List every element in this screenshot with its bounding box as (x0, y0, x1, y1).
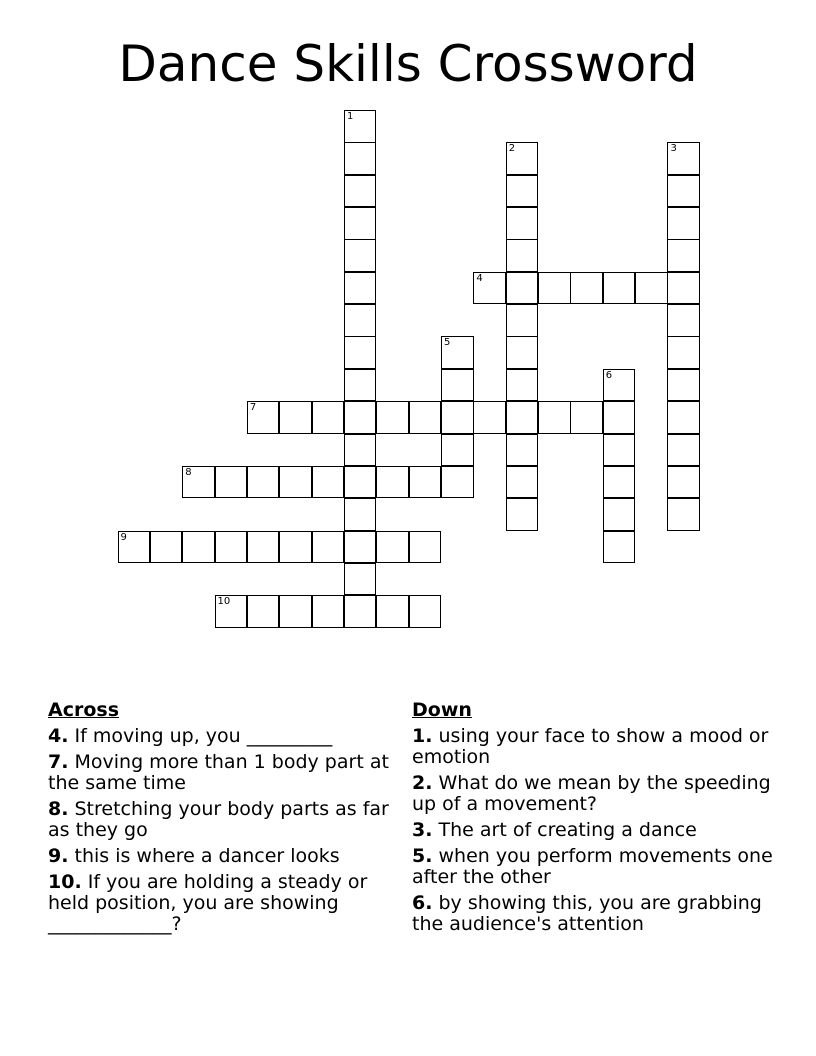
clue-number: 10. (48, 871, 82, 893)
down-clues (412, 700, 782, 940)
grid-cell[interactable] (667, 239, 700, 272)
grid-cell[interactable] (473, 272, 506, 305)
down-heading: Down (412, 699, 472, 721)
grid-cell[interactable] (667, 207, 700, 240)
grid-cell[interactable] (667, 466, 700, 499)
grid-cell[interactable] (215, 595, 248, 628)
grid-cell[interactable] (118, 531, 151, 564)
down-clue (412, 846, 782, 888)
grid-cell[interactable] (247, 595, 280, 628)
grid-cell[interactable] (506, 142, 539, 175)
grid-cell[interactable] (667, 401, 700, 434)
grid-cell[interactable] (441, 336, 474, 369)
grid-cell[interactable] (506, 401, 539, 434)
clue-number: 6. (412, 892, 433, 914)
grid-cell[interactable] (409, 466, 442, 499)
across-clue (48, 872, 403, 935)
grid-cell[interactable] (312, 401, 345, 434)
grid-cell[interactable] (312, 531, 345, 564)
cell-number: 3 (670, 143, 677, 155)
grid-cell[interactable] (441, 401, 474, 434)
grid-cell[interactable] (409, 531, 442, 564)
grid-cell[interactable] (344, 272, 377, 305)
grid-cell[interactable] (344, 466, 377, 499)
clue-text: when you perform movements one after the other (412, 845, 773, 888)
grid-cell[interactable] (247, 466, 280, 499)
clue-number: 9. (48, 845, 69, 867)
grid-cell[interactable] (409, 595, 442, 628)
grid-cell[interactable] (570, 272, 603, 305)
grid-cell[interactable] (538, 272, 571, 305)
across-heading: Across (48, 699, 120, 721)
grid-cell[interactable] (376, 595, 409, 628)
grid-cell[interactable] (182, 531, 215, 564)
grid-cell[interactable] (215, 466, 248, 499)
down-clue (412, 893, 782, 935)
cell-number: 2 (508, 143, 516, 155)
grid-cell[interactable] (667, 272, 700, 305)
grid-cell[interactable] (441, 466, 474, 499)
grid-cell[interactable] (538, 401, 571, 434)
grid-cell[interactable] (344, 207, 377, 240)
grid-cell[interactable] (603, 434, 636, 467)
across-clues (48, 700, 403, 940)
cell-number: 1 (346, 111, 354, 122)
clue-text: Moving more than 1 body part at the same time (48, 751, 389, 794)
grid-cell[interactable] (376, 466, 409, 499)
grid-cell[interactable] (506, 239, 539, 272)
clue-text: Stretching your body parts as far as they go (48, 798, 389, 841)
grid-cell[interactable] (344, 304, 377, 337)
grid-cell[interactable] (506, 466, 539, 499)
clue-text: If you are holding a steady or held position, you are showing _____________? (48, 871, 368, 935)
grid-cell[interactable] (603, 466, 636, 499)
grid-cell[interactable] (603, 531, 636, 564)
clue-number: 2. (412, 772, 433, 794)
grid-cell[interactable] (344, 142, 377, 175)
grid-cell[interactable] (279, 401, 312, 434)
grid-cell[interactable] (376, 401, 409, 434)
grid-cell[interactable] (506, 336, 539, 369)
clue-number: 8. (48, 798, 69, 820)
grid-cell[interactable] (344, 498, 377, 531)
clue-number: 1. (412, 725, 433, 747)
grid-cell[interactable] (247, 531, 280, 564)
grid-cell[interactable] (506, 175, 539, 208)
across-clue (48, 726, 403, 747)
grid-cell[interactable] (344, 369, 377, 402)
grid-cell[interactable] (376, 531, 409, 564)
grid-cell[interactable] (667, 175, 700, 208)
down-clue (412, 820, 782, 841)
grid-cell[interactable] (506, 304, 539, 337)
clue-text: What do we mean by the speeding up of a movement? (412, 772, 771, 815)
cell-number: 5 (444, 337, 451, 349)
grid-cell[interactable] (279, 531, 312, 564)
grid-cell[interactable] (312, 466, 345, 499)
clue-number: 7. (48, 751, 69, 773)
grid-cell[interactable] (344, 595, 377, 628)
grid-cell[interactable] (506, 207, 539, 240)
grid-cell[interactable] (667, 498, 700, 531)
grid-cell[interactable] (667, 369, 700, 402)
clue-number: 3. (412, 819, 433, 841)
page-title: Dance Skills Crossword (118, 35, 698, 93)
grid-cell[interactable] (279, 595, 312, 628)
grid-cell[interactable] (570, 401, 603, 434)
clue-number: 4. (48, 725, 69, 747)
grid-cell[interactable] (506, 498, 539, 531)
grid-cell[interactable] (506, 369, 539, 402)
clue-text: The art of creating a dance (438, 819, 697, 841)
grid-cell[interactable] (344, 175, 377, 208)
grid-cell[interactable] (441, 369, 474, 402)
cell-number: 10 (217, 596, 231, 608)
across-clue (48, 752, 403, 794)
down-clue (412, 726, 782, 768)
cell-number: 7 (249, 402, 257, 414)
clue-text: by showing this, you are grabbing the audience's attention (412, 892, 762, 935)
grid-cell[interactable] (667, 142, 700, 175)
grid-cell[interactable] (603, 369, 636, 402)
grid-cell[interactable] (409, 401, 442, 434)
grid-cell[interactable] (603, 272, 636, 305)
grid-cell[interactable] (279, 466, 312, 499)
clue-text: using your face to show a mood or emotion (412, 725, 769, 768)
grid-cell[interactable] (344, 531, 377, 564)
grid-cell[interactable] (215, 531, 248, 564)
grid-cell[interactable] (667, 336, 700, 369)
grid-cell[interactable] (344, 434, 377, 467)
cell-number: 9 (120, 531, 127, 543)
across-clue (48, 846, 403, 867)
grid-cell[interactable] (247, 401, 280, 434)
clue-text: If moving up, you _________ (74, 725, 333, 747)
grid-cell[interactable] (635, 272, 668, 305)
grid-cell[interactable] (441, 434, 474, 467)
down-clue (412, 773, 782, 815)
grid-cell[interactable] (603, 498, 636, 531)
grid-cell[interactable] (344, 401, 377, 434)
grid-cell[interactable] (603, 401, 636, 434)
clue-number: 5. (412, 845, 433, 867)
grid-cell[interactable] (344, 239, 377, 272)
grid-cell[interactable] (667, 434, 700, 467)
cell-number: 4 (476, 272, 483, 284)
grid-cell[interactable] (473, 401, 506, 434)
across-clue (48, 799, 403, 841)
clue-text: this is where a dancer looks (74, 845, 340, 867)
cell-number: 8 (185, 466, 192, 478)
grid-cell[interactable] (150, 531, 183, 564)
grid-cell[interactable] (344, 563, 377, 596)
grid-cell[interactable] (506, 272, 539, 305)
grid-cell[interactable] (312, 595, 345, 628)
grid-cell[interactable] (182, 466, 215, 499)
grid-cell[interactable] (344, 110, 377, 143)
cell-number: 6 (605, 369, 613, 381)
grid-cell[interactable] (667, 304, 700, 337)
grid-cell[interactable] (506, 434, 539, 467)
grid-cell[interactable] (344, 336, 377, 369)
